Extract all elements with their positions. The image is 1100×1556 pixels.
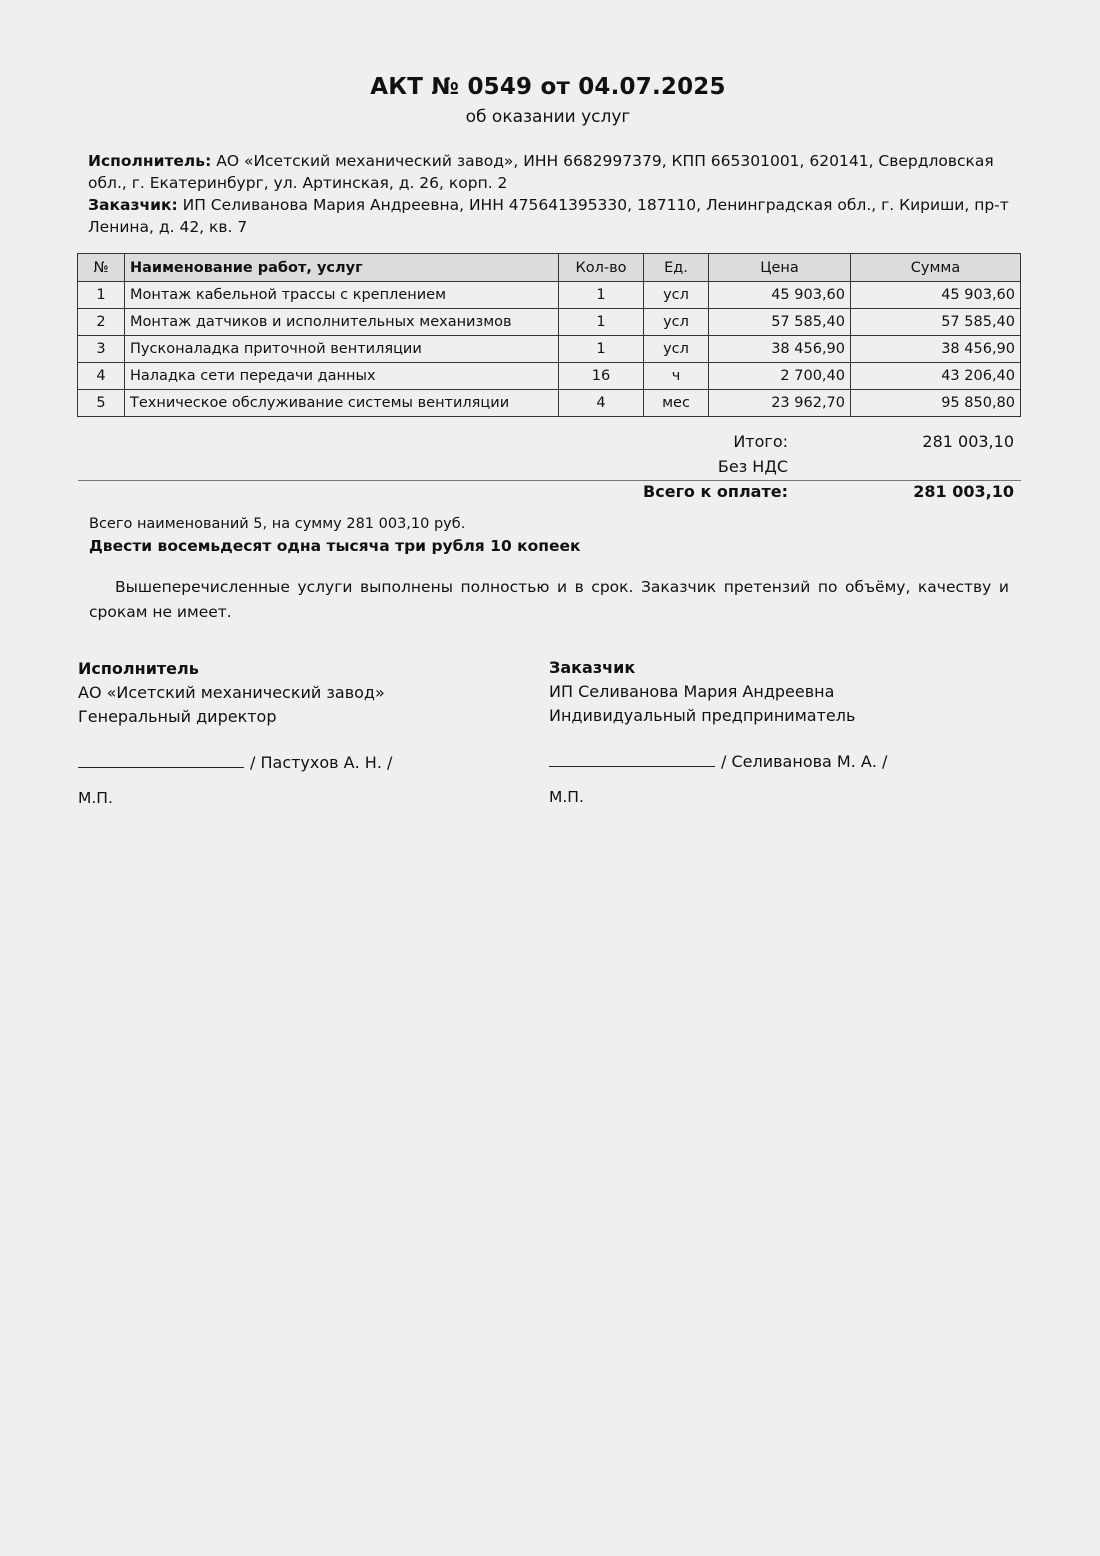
row-num: 1 [78, 282, 125, 309]
row-name: Пусконаладка приточной вентиляции [125, 336, 559, 363]
row-qty: 16 [559, 363, 644, 390]
table-row [78, 282, 1021, 309]
row-unit: мес [644, 390, 709, 417]
executor-stamp-place: М.П. [78, 789, 113, 807]
row-price: 38 456,90 [709, 336, 851, 363]
row-unit: усл [644, 336, 709, 363]
executor-text: АО «Исетский механический завод», ИНН 6682997379, КПП 665301001, 620141, Свердловская обл., г. Екатеринбург, ул. Артинская, д. 26, корп. 2 [88, 152, 994, 192]
customer-signature-line [549, 752, 887, 771]
row-name: Монтаж датчиков и исполнительных механизмов [125, 309, 559, 336]
row-num: 2 [78, 309, 125, 336]
row-num: 5 [78, 390, 125, 417]
table-row [78, 336, 1021, 363]
row-qty: 1 [559, 309, 644, 336]
executor-signature-heading: Исполнитель [78, 659, 199, 678]
customer-signature-position: Индивидуальный предприниматель [549, 706, 856, 725]
row-sum: 45 903,60 [851, 282, 1021, 309]
header-sum: Сумма [851, 254, 1021, 282]
executor-signature-line [78, 753, 392, 772]
table-header-row [78, 254, 1021, 282]
table-row [78, 309, 1021, 336]
customer-signature-org: ИП Селиванова Мария Андреевна [549, 682, 835, 701]
grand-total-value: 281 003,10 [913, 482, 1014, 501]
row-name: Монтаж кабельной трассы с креплением [125, 282, 559, 309]
table-row [78, 390, 1021, 417]
row-qty: 1 [559, 282, 644, 309]
customer-signature-blank [549, 752, 715, 767]
customer-stamp-place: М.П. [549, 788, 584, 806]
row-sum: 43 206,40 [851, 363, 1021, 390]
header-price: Цена [709, 254, 851, 282]
row-unit: ч [644, 363, 709, 390]
executor-details [88, 150, 1018, 194]
totals-divider [78, 480, 1021, 481]
row-sum: 38 456,90 [851, 336, 1021, 363]
header-qty: Кол-во [559, 254, 644, 282]
executor-signature-blank [78, 753, 244, 768]
header-unit: Ед. [644, 254, 709, 282]
row-sum: 57 585,40 [851, 309, 1021, 336]
subtotal-value: 281 003,10 [922, 432, 1014, 451]
subtotal-label: Итого: [733, 432, 788, 451]
row-name: Техническое обслуживание системы вентиляции [125, 390, 559, 417]
header-name: Наименование работ, услуг [125, 254, 559, 282]
row-name: Наладка сети передачи данных [125, 363, 559, 390]
row-unit: усл [644, 309, 709, 336]
executor-label: Исполнитель: [88, 152, 212, 170]
document-subtitle: об оказании услуг [465, 107, 631, 127]
row-num: 4 [78, 363, 125, 390]
items-count-line: Всего наименований 5, на сумму 281 003,10 руб. [89, 516, 466, 532]
row-price: 45 903,60 [709, 282, 851, 309]
row-unit: усл [644, 282, 709, 309]
customer-signature-block [549, 656, 855, 728]
customer-text: ИП Селиванова Мария Андреевна, ИНН 475641395330, 187110, Ленинградская обл., г. Кириши, пр-т Ленина, д. 42, кв. 7 [88, 196, 1009, 236]
executor-signature-position: Генеральный директор [78, 707, 277, 726]
row-price: 57 585,40 [709, 309, 851, 336]
table-row [78, 363, 1021, 390]
row-price: 23 962,70 [709, 390, 851, 417]
row-sum: 95 850,80 [851, 390, 1021, 417]
row-qty: 1 [559, 336, 644, 363]
customer-signature-heading: Заказчик [549, 658, 636, 677]
grand-total-label: Всего к оплате: [643, 482, 788, 501]
document-title: АКТ № 0549 от 04.07.2025 [370, 74, 726, 100]
customer-label: Заказчик: [88, 196, 178, 214]
executor-signature-org: АО «Исетский механический завод» [78, 683, 385, 702]
executor-signature-block [78, 657, 385, 729]
customer-details [88, 194, 1018, 238]
executor-signer-name: / Пастухов А. Н. / [250, 753, 393, 772]
row-price: 2 700,40 [709, 363, 851, 390]
header-num: № [78, 254, 125, 282]
row-num: 3 [78, 336, 125, 363]
services-table [77, 253, 1021, 417]
vat-label: Без НДС [717, 457, 788, 476]
customer-signer-name: / Селиванова М. А. / [721, 752, 888, 771]
completion-statement: Вышеперечисленные услуги выполнены полностью и в срок. Заказчик претензий по объёму, качеству и срокам не имеет. [89, 578, 1009, 621]
row-qty: 4 [559, 390, 644, 417]
amount-in-words: Двести восемьдесят одна тысяча три рубля 10 копеек [89, 537, 581, 555]
